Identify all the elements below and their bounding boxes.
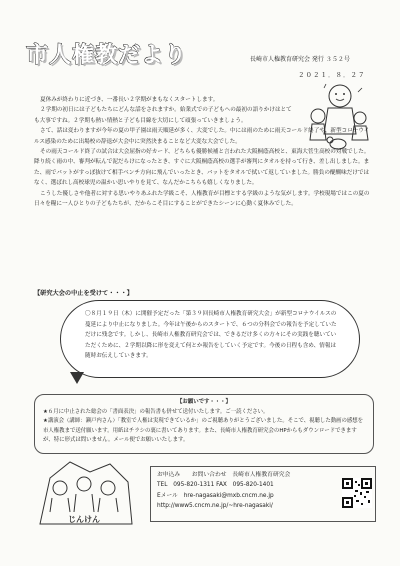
article-paragraph: その雨天コールド終了の試合は大会屈指の好カード、どちらも優勝候補と言われた大阪桐蔭高校と、東海大菅生高校の対戦でした。降り続く雨の中、審判が転んで泥だらけになったとき、すぐに大阪桐蔭高校の選手が審判にタオルを持って行き、差し出しました。また、雨でバットがすっぽ抜けて相手ベンチ方向に飛んでいったとき、バットをタオルで拭いて返していました。勝負の醍醐味だけではなく、選ばれし高校球児の温かい思いやりを見て、なんだかこちらも嬉しくなりました。 xyxy=(34,149,370,187)
contact-email[interactable]: Eメール hre-nagasaki@mxb.cncm.ne.jp xyxy=(157,492,274,499)
illustration-caption: じんけん xyxy=(68,515,100,524)
children-illustration xyxy=(30,458,138,526)
contact-tel-fax: TEL 095-820-1311 FAX 095-820-1401 xyxy=(157,482,274,489)
bubble-tail xyxy=(70,372,84,384)
notice-box xyxy=(34,394,374,454)
contact-url[interactable]: http://www5.cncm.ne.jp/~hre-nagasaki/ xyxy=(157,503,273,510)
notice-item: ★６月に中止された総会の「書面表決」の報告書も併せて送付いたします。ご一読ください。 xyxy=(43,408,269,415)
newsletter-title: 市人権教だより xyxy=(26,43,188,68)
article-paragraph: ２学期の初日には子どもたちにどんな話をされますか。始業式での子どもへの最初の語りかけはとても大事ですね。２学期も熱い情熱と子ども目線を大切にして頑張っていきましょう。 xyxy=(34,107,292,124)
article-paragraph: 夏休みが終わりに近づき、一番長い２学期がまもなくスタートします。 xyxy=(40,97,219,103)
speech-bubble xyxy=(60,300,360,378)
contact-label: お申込み お問い合わせ 長崎市人権教育研究会 xyxy=(157,472,291,478)
notice-item: ★講演会（講師：瀬戸内さん）「教室で人権は実現できているか」のご視聴ありがとうございました。そこで、視聴した動画の感想を市人権教まで送付願います。用紙はチラシの裏に書いてあります。また、長崎市人権教育研究会のHPからもダウンロードできますが、特に形式は問いません。メール便でお願いいたします。 xyxy=(43,418,364,444)
bubble-text: 〇８月１９日（木）に開催予定だった「第３９回長崎市人権教育研究大会」が新型コロナウイルスの蔓延により中止になりました。今年は午後からのスタートで、６つの分科会での報告を予定していただけに残念です。しかし、長崎市人権教育研究会では、できるだけ多くの方々にその実践を聴いていただくために、２学期以降に形を変えて何とか報告をしていく予定です。今後の日程も含め、情報は随時お伝えしていきます。 xyxy=(85,311,337,360)
section-heading: 【研究大会の中止を受けて・・・】 xyxy=(34,290,133,297)
publisher-line: 長崎市人権教育研究会 発行 ３５２号 xyxy=(250,56,350,63)
issue-date: ２０２１．８．２７ xyxy=(298,71,366,79)
qr-code-icon[interactable] xyxy=(342,478,372,508)
main-article xyxy=(34,95,374,209)
article-paragraph: さて、話は変わりますが今年の夏の甲子園は雨天順延が多く、大変でした。中には雨のために雨天コールド終了や、新型コロナウイルス感染のために出場校の辞退が大会中に突然決まることなど大変な大会でした。 xyxy=(34,128,370,145)
article-paragraph: こうした優しさや他者に対する思いやりあふれた学級こそ、人権教育が目標とする学級のような気がします。学校現場ではこの夏の日々を糧に一人ひとりの子どもたちが、だからこそ目にすることができたシーンに心動く夏休みでした。 xyxy=(34,190,370,208)
notice-heading: 【お願いです・・・】 xyxy=(177,399,231,405)
